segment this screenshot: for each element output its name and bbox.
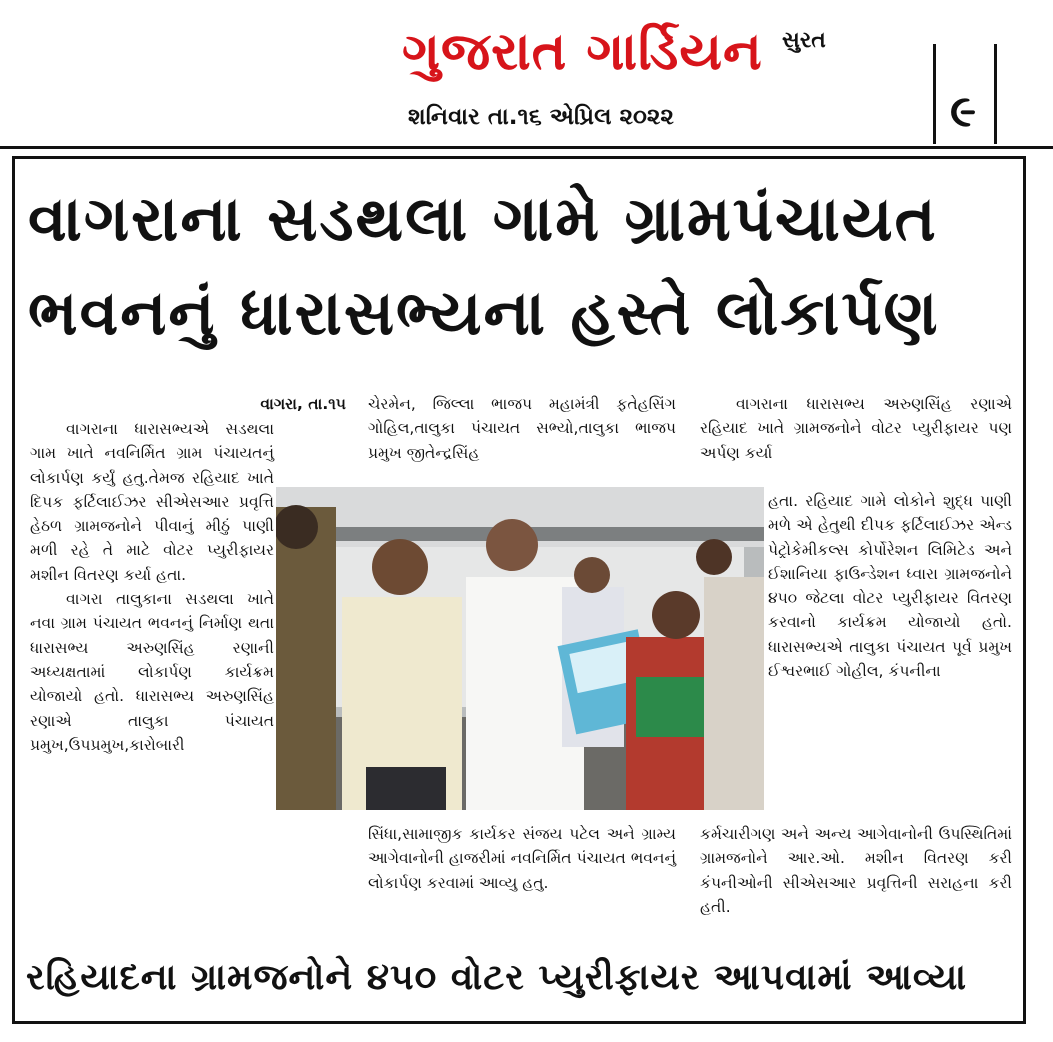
paragraph: વાગરા તાલુકાના સડથલા ખાતે નવા ગ્રામ પંચાયત ભવનનું નિર્માણ થતા ધારાસભ્ય અરુણસિંહ રણાની અધ્યક્ષતામાં લોકાર્પણ કાર્યક્રમ યોજાયો હતો. ધારાસભ્ય અરુણસિંહ રણાએ તાલુકા પંચાયત પ્રમુખ,ઉપપ્રમુખ,કારોબારી xyxy=(30,590,274,754)
article-subheadline: રહિયાદના ગ્રામજનોને ૪૫૦ વોટર પ્યુરીફાયર આપવામાં આવ્યા xyxy=(26,957,968,998)
column-1-body xyxy=(30,417,274,757)
newspaper-name: ગુજરાત ગાર્ડિયન xyxy=(402,22,763,82)
article-headline xyxy=(28,172,1018,360)
page-number: ૯ xyxy=(950,86,977,137)
paragraph: વાગરાના ધારાસભ્ય અરુણસિંહ રણાએ રહિયાદ ખાતે ગ્રામજનોને વોટર પ્યુરીફાયર પણ અર્પણ કર્યા xyxy=(700,395,1012,462)
column-3-top xyxy=(700,392,1012,465)
divider xyxy=(933,44,936,144)
paragraph: સિંધા,સામાજીક કાર્યકર સંજય પટેલ અને ગ્રામ્ય આગેવાનોની હાજરીમાં નવનિર્મિત પંચાયત ભવનનું લોકાર્પણ કરવામાં આવ્યુ હતુ. xyxy=(368,825,676,892)
headline-line-2: ભવનનું ધારાસભ્યના હસ્તે લોકાર્પણ xyxy=(28,276,940,349)
photo-illustration xyxy=(276,487,764,810)
masthead-rule xyxy=(0,146,1053,149)
article-dateline: વાગરા, તા.૧૫ xyxy=(260,395,346,413)
masthead xyxy=(0,0,1053,148)
paragraph: ચેરમેન, જિલ્લા ભાજપ મહામંત્રી ફતેહસિંગ ગોહિલ,તાલુકા પંચાયત સભ્યો,તાલુકા ભાજપ પ્રમુખ જીતેન્દ્રસિંહ xyxy=(368,395,676,462)
column-2-top xyxy=(368,392,676,465)
paragraph: વાગરાના ધારાસભ્યએ સડથલા ગામ ખાતે નવનિર્મિત ગ્રામ પંચાયતનું લોકાર્પણ કર્યું હતુ.તેમજ રહિયાદ ખાતે દિપક ફર્ટિલાઈઝર સીએસઆર પ્રવૃત્તિ હેઠળ ગ્રામજનોને પીવાનું મીઠું પાણી મળી રહે તે માટે વોટર પ્યુરીફાયર મશીન વિતરણ કર્યા હતા. xyxy=(30,420,274,584)
column-3-bottom xyxy=(700,822,1012,919)
news-photo xyxy=(276,487,764,810)
paragraph: કર્મચારીગણ અને અન્ય આગેવાનોની ઉપસ્થિતિમાં ગ્રામજનોને આર.ઓ. મશીન વિતરણ કરી કંપનીઓની સીએસઆર પ્રવૃત્તિની સરાહના કરી હતી. xyxy=(700,825,1012,916)
divider xyxy=(994,44,997,144)
edition-label: સુરત xyxy=(782,28,826,53)
column-1 xyxy=(30,392,346,416)
column-2-bottom xyxy=(368,822,676,895)
paragraph: હતા. રહિયાદ ગામે લોકોને શુદ્ધ પાણી મળે એ હેતુથી દીપક ફર્ટિલાઈઝર એન્ડ પેટ્રોકેમીકલ્સ કોર્પોરેશન લિમિટેડ અને ઈશાનિયા ફાઉન્ડેશન ધ્વારા ગ્રામજનોને ૪૫૦ જેટલા વોટર પ્યુરીફાયર વિતરણ કરવાનો કાર્યક્રમ યોજાયો હતો. ધારાસભ્યએ તાલુકા પંચાયત પૂર્વ પ્રમુખ ઈશ્વરભાઈ ગોહીલ, કંપનીના xyxy=(768,492,1012,681)
column-3-right xyxy=(768,489,1012,683)
issue-date: શનિવાર તા.૧૬ એપ્રિલ ૨૦૨૨ xyxy=(408,104,674,130)
headline-line-1: વાગરાના સડથલા ગામે ગ્રામપંચાયત xyxy=(28,182,938,255)
